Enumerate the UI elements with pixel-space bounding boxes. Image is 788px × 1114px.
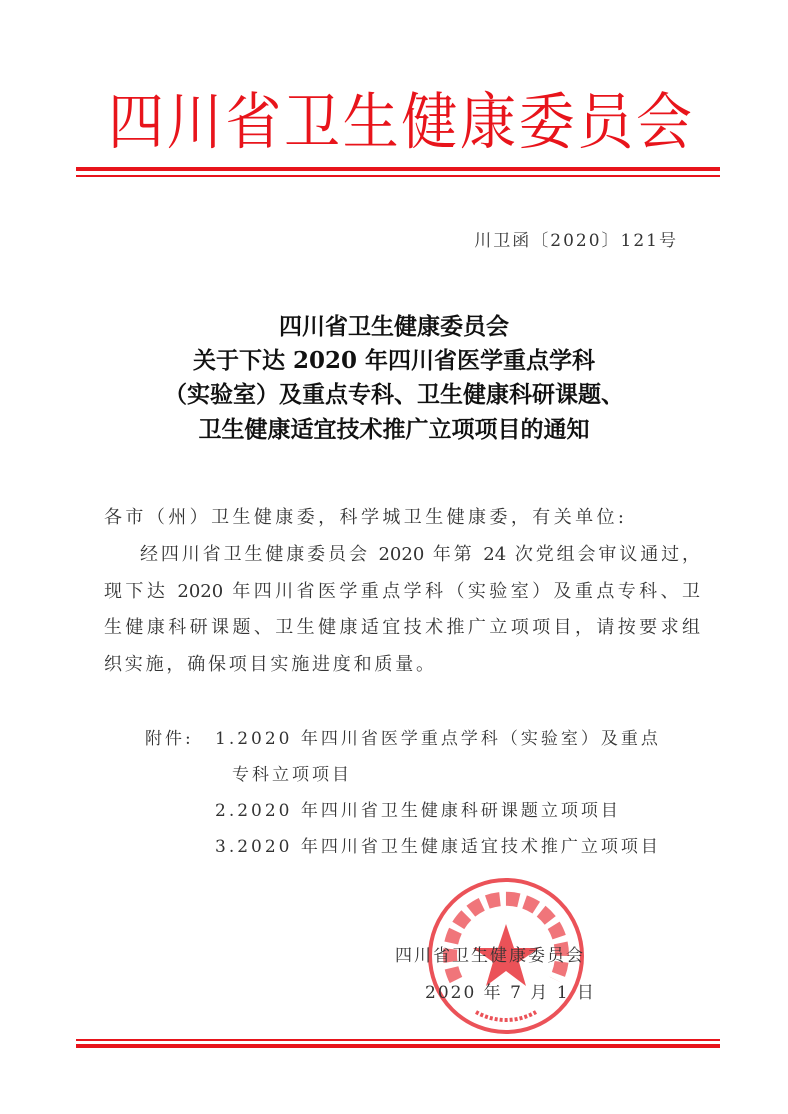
title-line: （实验室）及重点专科、卫生健康科研课题、: [164, 381, 624, 408]
signature-org: 四川省卫生健康委员会: [395, 946, 585, 966]
document-number: 川卫函〔2020〕121号: [474, 231, 678, 251]
signature-date: 2020 年 7 月 1 日: [425, 983, 596, 1003]
attachments-label: 附件:: [145, 729, 194, 749]
seal-code-arc: [476, 1012, 536, 1020]
salutation: 各市（州）卫生健康委，科学城卫生健康委，有关单位:: [104, 507, 624, 528]
attachment-item: 专科立项项目: [232, 765, 352, 785]
header-rule-thick: [76, 167, 720, 171]
org-header-title: 四川省卫生健康委员会: [108, 86, 692, 159]
title-line: 四川省卫生健康委员会: [279, 313, 509, 340]
title-line: 关于下达 2020 年四川省医学重点学科: [192, 347, 596, 374]
header-rule-thin: [76, 175, 720, 177]
attachment-item: 3.2020 年四川省卫生健康适宜技术推广立项项目: [215, 837, 661, 857]
body-line: 现下达 2020 年四川省医学重点学科（实验室）及重点专科、卫: [104, 581, 700, 602]
body-line: 生健康科研课题、卫生健康适宜技术推广立项项目，请按要求组: [104, 617, 700, 638]
body-line: 织实施，确保项目实施进度和质量。: [104, 654, 434, 675]
attachment-item: 2.2020 年四川省卫生健康科研课题立项项目: [215, 801, 621, 821]
title-line: 卫生健康适宜技术推广立项项目的通知: [198, 416, 590, 443]
attachment-item: 1.2020 年四川省医学重点学科（实验室）及重点: [215, 729, 661, 749]
body-line: 经四川省卫生健康委员会 2020 年第 24 次党组会审议通过，: [140, 544, 700, 565]
footer-rule-thin: [76, 1039, 720, 1041]
footer-rule-thick: [76, 1044, 720, 1048]
